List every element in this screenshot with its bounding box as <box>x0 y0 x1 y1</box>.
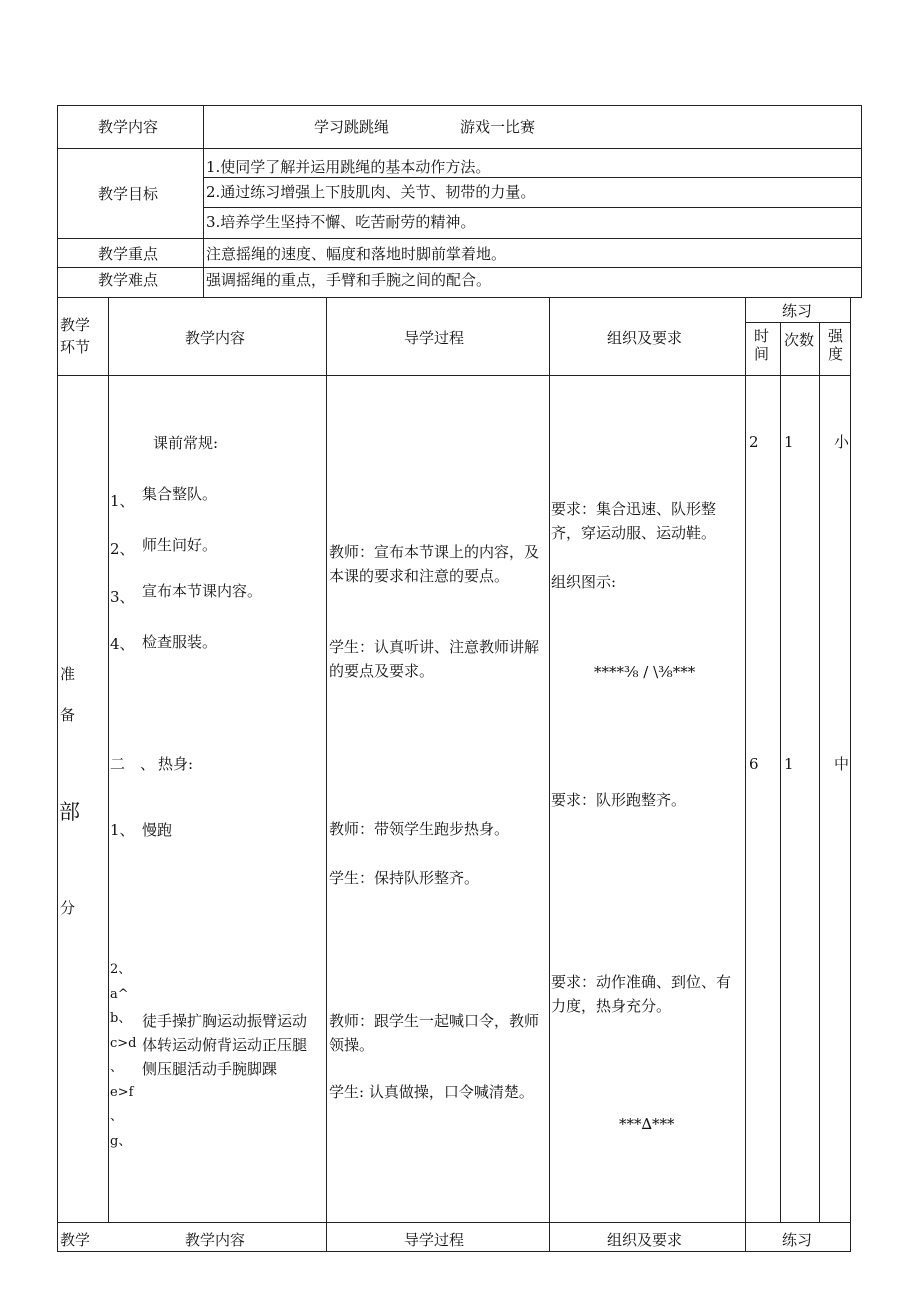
stage-char-1: 准 <box>60 665 76 683</box>
col-org-header: 组织及要求 <box>607 329 683 347</box>
difficulty-value: 强调摇绳的重点，手臂和手腕之间的配合。 <box>206 271 492 289</box>
exercise-label: 、 <box>110 1109 124 1124</box>
warmup-num: 二 、 <box>110 755 156 773</box>
process-student-1: 学生：认真听讲、注意教师讲解的要点及要求。 <box>329 638 540 680</box>
exercise-label: 2、 <box>110 962 132 977</box>
stage-char-4: 分 <box>60 899 76 917</box>
col-count-header: 次数 <box>784 331 815 349</box>
goals-label: 教学目标 <box>98 185 159 203</box>
org-requirement-3: 要求：动作准确、到位、有力度，热身充分。 <box>551 973 732 1015</box>
exercise-label: 、 <box>110 1060 124 1075</box>
routine-item-4: 检查服装。 <box>142 633 218 651</box>
col-practice-header: 练习 <box>782 302 813 320</box>
practice-time-2: 6 <box>749 755 759 773</box>
process-student-3: 学生: 认真做操，口令喊清楚。 <box>329 1083 534 1101</box>
process-student-2: 学生：保持队形整齐。 <box>329 869 480 887</box>
routine-title: 课前常规: <box>153 434 219 452</box>
goal-3: 3.培养学生坚持不懈、吃苦耐劳的精神。 <box>206 213 476 231</box>
exercise-label: g、 <box>110 1133 132 1149</box>
routine-item-2: 师生问好。 <box>142 536 218 554</box>
col-stage-header: 教学环节 <box>60 316 91 356</box>
content-value: 学习跳跳绳 <box>314 118 390 136</box>
routine-num-2: 2、 <box>110 540 135 558</box>
practice-count-1: 1 <box>784 433 794 451</box>
footer-practice: 练习 <box>782 1231 813 1249</box>
col-time-header: 时间 <box>754 327 770 363</box>
goal-1: 1.使同学了解并运用跳绳的基本动作方法。 <box>206 158 491 176</box>
practice-intensity-2: 中 <box>834 755 850 773</box>
footer-content: 教学内容 <box>185 1231 246 1249</box>
footer-stage: 教学 <box>60 1231 91 1249</box>
org-requirement-1: 要求：集合迅速、队形整齐，穿运动服、运动鞋。 <box>551 500 717 542</box>
content-value-2: 游戏一比赛 <box>460 118 536 136</box>
col-process-header: 导学过程 <box>404 329 465 347</box>
col-content-header: 教学内容 <box>185 329 246 347</box>
key-label: 教学重点 <box>98 245 159 263</box>
practice-intensity-1: 小 <box>834 433 850 451</box>
org-requirement-2: 要求：队形跑整齐。 <box>551 791 687 809</box>
routine-num-1: 1、 <box>110 492 135 510</box>
org-diagram-2: ***∆*** <box>619 1115 675 1133</box>
process-teacher-3: 教师：跟学生一起喊口令，教师领操。 <box>329 1012 540 1054</box>
routine-num-4: 4、 <box>110 635 135 653</box>
footer-process: 导学过程 <box>404 1231 465 1249</box>
org-diagram-1: ****⅜ / \⅜*** <box>594 663 696 681</box>
exercise-label-list <box>110 958 142 1154</box>
warmup-title: 热身: <box>158 755 194 773</box>
routine-item-3: 宣布本节课内容。 <box>142 582 263 600</box>
exercise-label: a^ <box>110 986 129 1002</box>
practice-time-1: 2 <box>749 433 759 451</box>
exercise-label: c>d <box>110 1035 137 1051</box>
difficulty-label: 教学难点 <box>98 271 159 289</box>
process-teacher-2: 教师：带领学生跑步热身。 <box>329 820 510 838</box>
exercise-label: e>f <box>110 1084 134 1100</box>
jog-text: 慢跑 <box>142 821 173 839</box>
org-diagram-label: 组织图示: <box>551 573 617 591</box>
content-label: 教学内容 <box>98 118 159 136</box>
process-teacher-1: 教师：宣布本节课上的内容，及本课的要求和注意的要点。 <box>329 543 540 585</box>
jog-num: 1、 <box>110 821 135 839</box>
col-intensity-header: 强度 <box>828 327 844 363</box>
exercise-label: b、 <box>110 1011 132 1026</box>
goal-2: 2.通过练习增强上下肢肌肉、关节、韧带的力量。 <box>206 183 536 201</box>
stage-char-2: 备 <box>60 706 76 724</box>
routine-num-3: 3、 <box>110 588 135 606</box>
footer-org: 组织及要求 <box>607 1231 683 1249</box>
stage-char-3: 部 <box>59 800 80 824</box>
practice-count-2: 1 <box>784 755 794 773</box>
exercise-text: 徒手操扩胸运动振臂运动体转运动俯背运动正压腿侧压腿活动手腕脚踝 <box>142 1012 308 1078</box>
key-value: 注意摇绳的速度、幅度和落地时脚前掌着地。 <box>206 245 507 263</box>
routine-item-1: 集合整队。 <box>142 485 218 503</box>
